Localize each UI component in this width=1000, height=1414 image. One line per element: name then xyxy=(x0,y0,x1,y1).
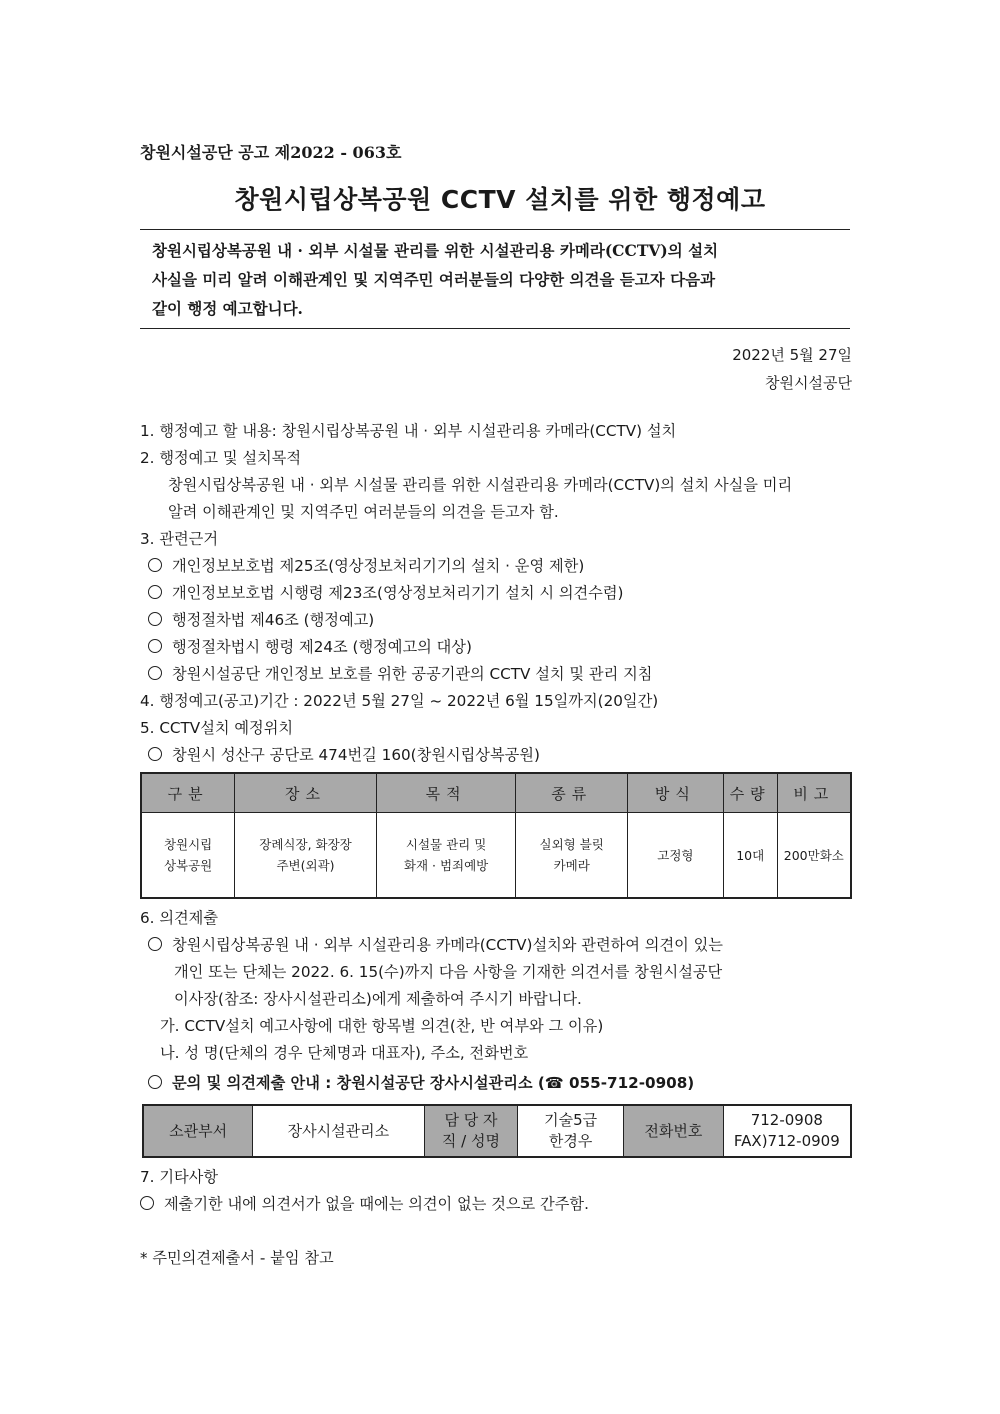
cell-type: 실외형 블릿 카메라 xyxy=(516,813,628,899)
circle-bullet-icon xyxy=(148,585,162,599)
cell-method: 고정형 xyxy=(628,813,724,899)
issue-date: 2022년 5월 27일 xyxy=(732,346,852,364)
list-item: 창원시설공단 개인정보 보호를 위한 공공기관의 CCTV 설치 및 관리 지침 xyxy=(148,663,652,684)
circle-bullet-icon xyxy=(148,937,162,951)
table-row xyxy=(143,1105,851,1157)
list-item: 창원시립상복공원 내 · 외부 시설관리용 카메라(CCTV)설치와 관련하여 의견이 있는 xyxy=(148,934,723,955)
circle-bullet-icon xyxy=(148,558,162,572)
column-header: 장소 xyxy=(235,773,377,813)
contact-guide: 문의 및 의견제출 안내 : 창원시설공단 장사시설관리소 (☎ 055-712-0908) xyxy=(148,1072,694,1093)
list-item: 개인정보보호법 제25조(영상정보처리기기의 설치 · 운영 제한) xyxy=(148,555,584,576)
circle-bullet-icon xyxy=(148,747,162,761)
section-6-item-b: 나. 성 명(단체의 경우 단체명과 대표자), 주소, 전화번호 xyxy=(160,1044,529,1062)
table-header-row xyxy=(141,773,851,813)
section-3-title: 3. 관련근거 xyxy=(140,530,219,548)
column-header: 비고 xyxy=(777,773,851,813)
cell-place: 장례식장, 화장장 주변(외곽) xyxy=(235,813,377,899)
section-6-item-a: 가. CCTV설치 예고사항에 대한 항목별 의견(찬, 반 여부와 그 이유) xyxy=(160,1017,604,1035)
section-1: 1. 행정예고 할 내용: 창원시립상복공원 내 · 외부 시설관리용 카메라(CCTV) 설치 xyxy=(140,422,677,440)
asterisk-icon: * xyxy=(140,1249,148,1267)
page-title: 창원시립상복공원 CCTV 설치를 위한 행정예고 xyxy=(234,185,766,214)
cctv-location-table xyxy=(140,772,852,899)
column-header: 종류 xyxy=(516,773,628,813)
phone-label: 전화번호 xyxy=(623,1105,723,1157)
intro-line: 사실을 미리 알려 이해관계인 및 지역주민 여러분들의 다양한 의견을 듣고자 다음과 xyxy=(152,270,716,289)
cell-quantity: 10대 xyxy=(723,813,777,899)
cell-division: 창원시립 상복공원 xyxy=(141,813,235,899)
list-item: 제출기한 내에 의견서가 없을 때에는 의견이 없는 것으로 간주함. xyxy=(140,1193,589,1214)
cell-purpose: 시설물 관리 및 화재 · 범죄예방 xyxy=(376,813,516,899)
section-6-body: 이사장(참조: 장사시설관리소)에게 제출하여 주시기 바랍니다. xyxy=(174,990,582,1008)
intro-line: 창원시립상복공원 내 · 외부 시설물 관리를 위한 시설관리용 카메라(CCTV)의 설치 xyxy=(152,241,719,260)
column-header: 구분 xyxy=(141,773,235,813)
contact-table xyxy=(142,1104,852,1158)
notice-number: 창원시설공단 공고 제2022 - 063호 xyxy=(140,143,402,162)
section-6-title: 6. 의견제출 xyxy=(140,909,219,927)
cell-note: 200만화소 xyxy=(777,813,851,899)
staff-label: 담 당 자 직 / 성명 xyxy=(424,1105,518,1157)
column-header: 방식 xyxy=(628,773,724,813)
intro-line: 같이 행정 예고합니다. xyxy=(152,299,303,318)
dept-value: 장사시설관리소 xyxy=(253,1105,424,1157)
list-item: 행정절차법시 행령 제24조 (행정예고의 대상) xyxy=(148,636,472,657)
column-header: 수량 xyxy=(723,773,777,813)
circle-bullet-icon xyxy=(148,639,162,653)
staff-value: 기술5급 한경우 xyxy=(518,1105,624,1157)
dept-label: 소관부서 xyxy=(143,1105,253,1157)
section-2-body: 창원시립상복공원 내 · 외부 시설물 관리를 위한 시설관리용 카메라(CCTV)의 설치 사실을 미리 xyxy=(168,476,793,494)
intro-paragraph xyxy=(152,236,842,323)
column-header: 목적 xyxy=(376,773,516,813)
table-row xyxy=(141,813,851,899)
section-2-title: 2. 행정예고 및 설치목적 xyxy=(140,449,302,467)
section-2-body: 알려 이해관계인 및 지역주민 여러분들의 의견을 듣고자 함. xyxy=(168,503,559,521)
section-5-title: 5. CCTV설치 예정위치 xyxy=(140,719,294,737)
circle-bullet-icon xyxy=(148,1075,162,1089)
circle-bullet-icon xyxy=(148,666,162,680)
list-item: 행정절차법 제46조 (행정예고) xyxy=(148,609,374,630)
issuing-org: 창원시설공단 xyxy=(765,374,852,392)
intro-bottom-rule xyxy=(140,328,850,329)
circle-bullet-icon xyxy=(148,612,162,626)
section-6-body: 개인 또는 단체는 2022. 6. 15(수)까지 다음 사항을 기재한 의견서를 창원시설공단 xyxy=(174,963,723,981)
phone-value: 712-0908 FAX)712-0909 xyxy=(723,1105,851,1157)
section-7-title: 7. 기타사항 xyxy=(140,1168,219,1186)
list-item: 개인정보보호법 시행령 제23조(영상정보처리기기 설치 시 의견수렴) xyxy=(148,582,623,603)
list-item: 창원시 성산구 공단로 474번길 160(창원시립상복공원) xyxy=(148,744,540,765)
section-4: 4. 행정예고(공고)기간 : 2022년 5월 27일 ~ 2022년 6월 15일까지(20일간) xyxy=(140,692,659,710)
circle-bullet-icon xyxy=(140,1196,154,1210)
footnote: * 주민의견제출서 - 붙임 참고 xyxy=(140,1249,334,1267)
intro-top-rule xyxy=(140,229,850,230)
